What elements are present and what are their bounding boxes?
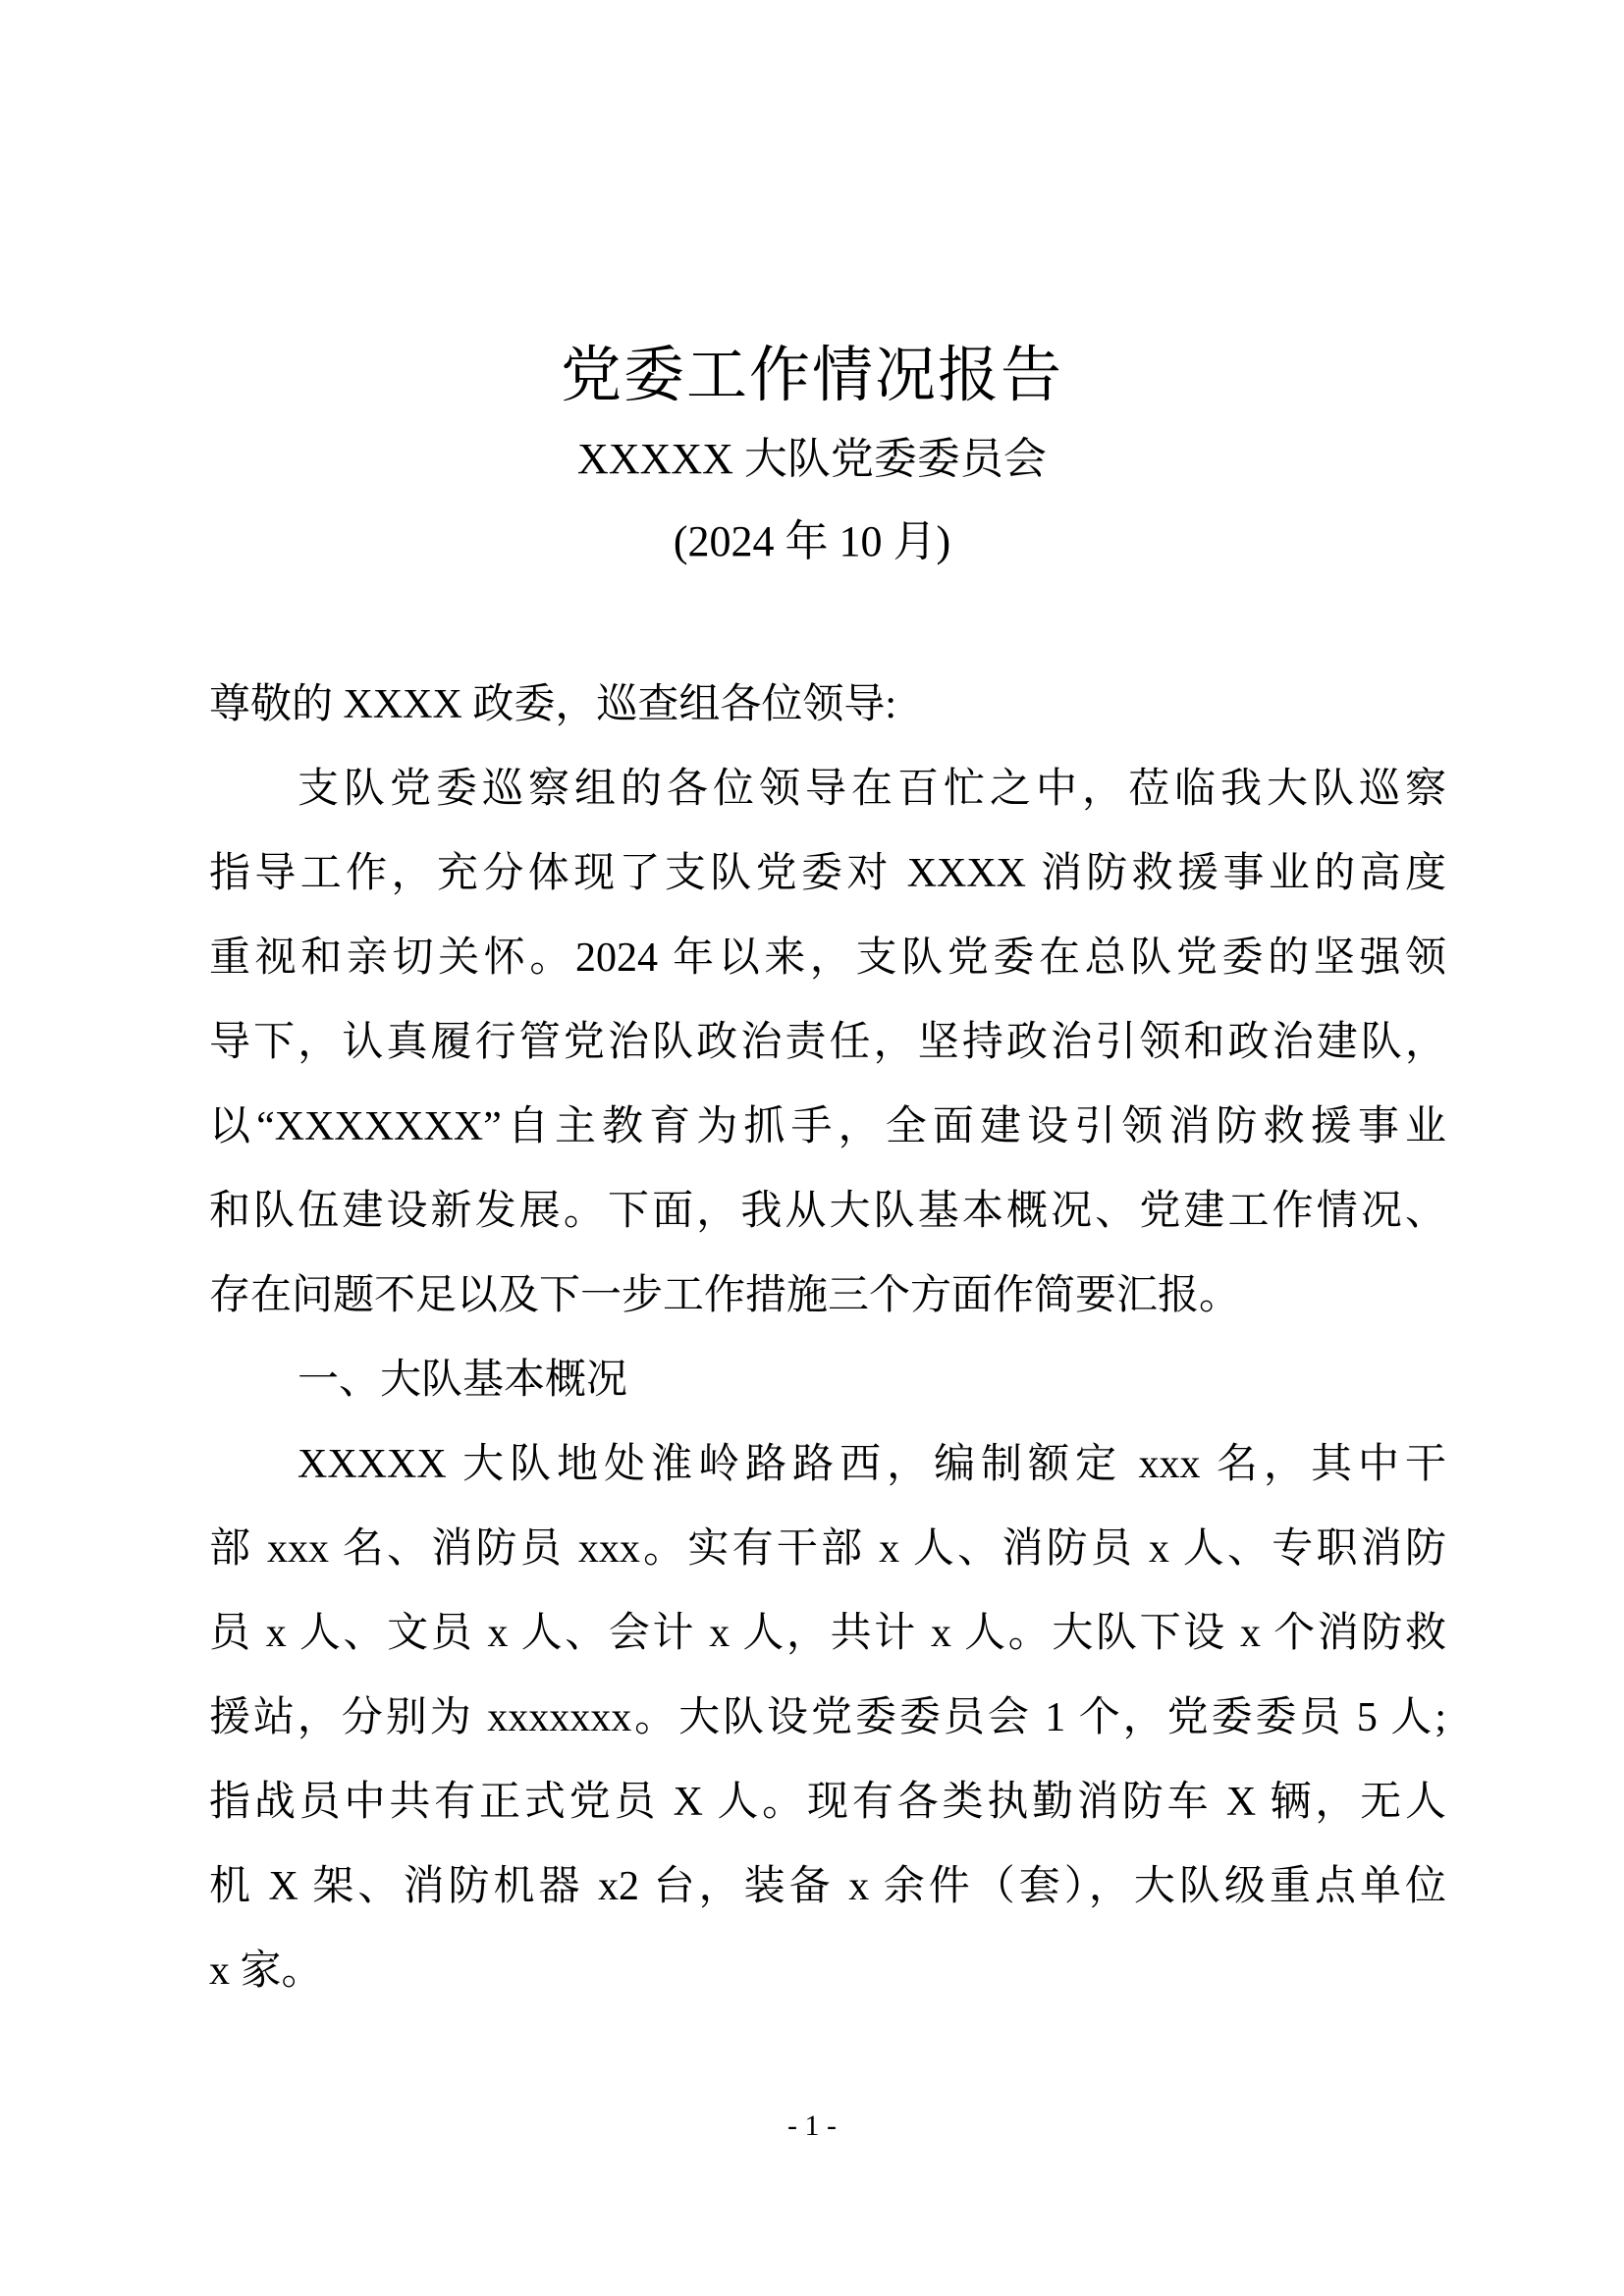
section-heading: 一、大队基本概况 (298, 1358, 628, 1403)
paragraph-line: 指战员中共有正式党员 X 人。现有各类执勤消防车 X 辆，无人 (209, 1780, 1446, 1825)
paragraph-line: 存在问题不足以及下一步工作措施三个方面作简要汇报。 (209, 1273, 1241, 1318)
page-number: - 1 - (787, 2109, 837, 2142)
paragraph-line: 部 xxx 名、消防员 xxx。实有干部 x 人、消防员 x 人、专职消防 (209, 1526, 1446, 1572)
paragraph-line: 以“XXXXXXX”自主教育为抓手，全面建设引领消防救援事业 (209, 1104, 1446, 1149)
paragraph-line: 重视和亲切关怀。2024 年以来，支队党委在总队党委的坚强领 (209, 935, 1446, 981)
paragraph-line: 导下，认真履行管党治队政治责任，坚持政治引领和政治建队， (209, 1020, 1446, 1065)
paragraph-line: 援站，分别为 xxxxxxx。大队设党委委员会 1 个，党委委员 5 人; (209, 1695, 1446, 1740)
paragraph-line: XXXXX 大队地处淮岭路路西，编制额定 xxx 名，其中干 (298, 1442, 1446, 1487)
paragraph-line: 员 x 人、文员 x 人、会计 x 人，共计 x 人。大队下设 x 个消防救 (209, 1611, 1446, 1656)
document-title: 党委工作情况报告 (560, 339, 1063, 410)
paragraph-line: 支队党委巡察组的各位领导在百忙之中，莅临我大队巡察 (298, 767, 1446, 812)
document-subtitle: XXXXX 大队党委委员会 (577, 435, 1047, 483)
paragraph-line: 指导工作，充分体现了支队党委对 XXXX 消防救援事业的高度 (209, 851, 1446, 896)
document-date: (2024 年 10 月) (673, 517, 951, 565)
salutation: 尊敬的 XXXX 政委，巡查组各位领导: (209, 682, 896, 727)
paragraph-line: 机 X 架、消防机器 x2 台，装备 x 余件（套），大队级重点单位 (209, 1864, 1446, 1909)
paragraph-line: 和队伍建设新发展。下面，我从大队基本概况、党建工作情况、 (209, 1189, 1446, 1234)
paragraph-line: x 家。 (209, 1949, 323, 1994)
